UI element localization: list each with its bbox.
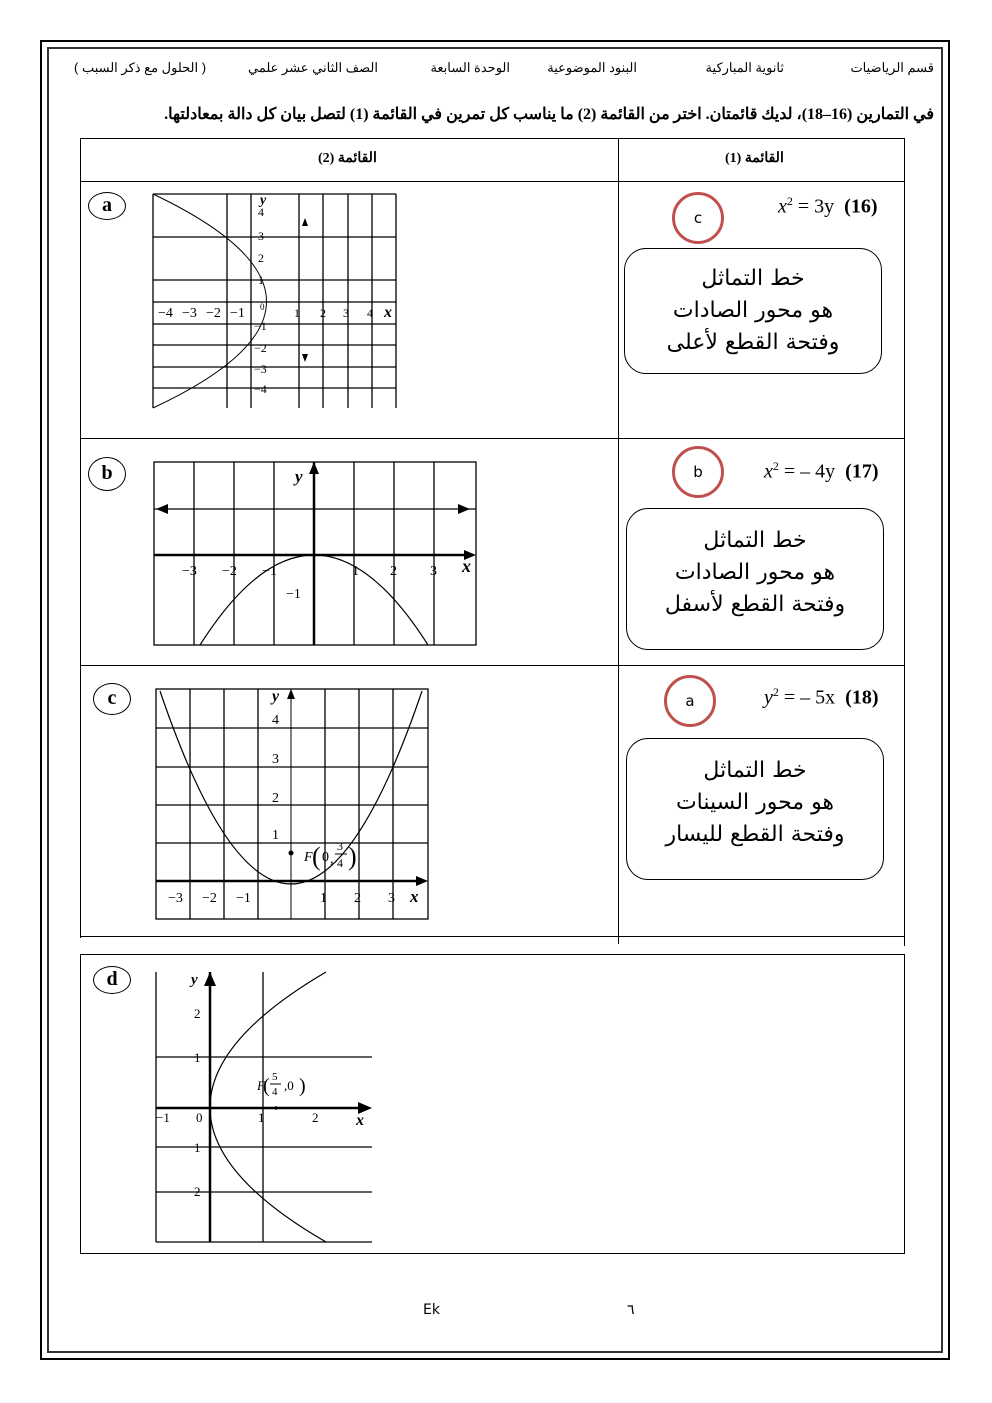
svg-text:): ) xyxy=(299,1075,306,1097)
svg-text:2: 2 xyxy=(194,1006,201,1021)
graph-a-parabola-left xyxy=(150,192,400,410)
svg-text:3: 3 xyxy=(343,306,349,320)
svg-text:(: ( xyxy=(312,842,321,871)
table-border-left xyxy=(80,954,81,1254)
svg-text:x: x xyxy=(462,556,471,576)
answer-circle-17: b xyxy=(672,446,724,498)
table-border-top xyxy=(80,138,905,139)
svg-text:x: x xyxy=(384,304,392,321)
page-number: ٦ xyxy=(627,1302,635,1318)
equation-17: $x^2$ = – 4y (17) xyxy=(764,459,879,483)
svg-text:4: 4 xyxy=(337,856,343,870)
graph-label-a: a xyxy=(88,192,126,220)
svg-text:2: 2 xyxy=(272,791,279,806)
svg-text:3: 3 xyxy=(258,229,264,243)
header-unit: الوحدة السابعة xyxy=(430,60,510,75)
svg-text:−2: −2 xyxy=(206,306,221,321)
svg-text:,: , xyxy=(330,852,334,867)
header-school: ثانوية المباركية xyxy=(705,60,784,75)
svg-text:3: 3 xyxy=(388,891,395,906)
svg-text:1: 1 xyxy=(294,306,300,320)
svg-text:2: 2 xyxy=(320,306,326,320)
svg-text:−2: −2 xyxy=(254,341,267,355)
answer-circle-16: c xyxy=(672,192,724,244)
svg-text:2: 2 xyxy=(354,891,361,906)
svg-text:−2: −2 xyxy=(202,891,217,906)
graph-label-c: c xyxy=(93,683,131,715)
svg-text:,0: ,0 xyxy=(284,1078,294,1093)
graph-c-parabola-up xyxy=(154,687,430,923)
svg-text:1: 1 xyxy=(272,828,279,843)
svg-text:F: F xyxy=(304,850,313,865)
svg-text:−1: −1 xyxy=(156,1110,170,1125)
svg-text:−1: −1 xyxy=(286,587,301,602)
svg-text:4: 4 xyxy=(367,306,373,320)
svg-text:1: 1 xyxy=(352,564,359,579)
svg-text:2: 2 xyxy=(390,564,397,579)
header-note: ( الحلول مع ذكر السبب ) xyxy=(74,60,207,75)
svg-text:−4: −4 xyxy=(158,306,173,321)
svg-text:F: F xyxy=(257,1078,265,1093)
table-row-divider xyxy=(80,181,905,182)
svg-text:y: y xyxy=(272,688,280,705)
svg-text:3: 3 xyxy=(337,839,343,853)
exercise-number-17: (17) xyxy=(845,460,879,483)
svg-text:2: 2 xyxy=(258,251,264,265)
svg-text:x: x xyxy=(356,1112,364,1129)
svg-text:0: 0 xyxy=(260,302,265,312)
table-row-divider xyxy=(80,936,905,937)
graph-label-d: d xyxy=(93,966,131,994)
instructions: في التمارين (16–18)، لديك قائمتان. اختر من القائمة (2) ما يناسب كل تمرين في القائمة (1) لتصل بيان كل دالة بمعادلتها. xyxy=(164,106,934,123)
header-items-type: البنود الموضوعية xyxy=(547,60,637,75)
table-border-bottom xyxy=(80,1253,905,1254)
svg-text:1: 1 xyxy=(320,891,327,906)
answer-circle-18: a xyxy=(664,675,716,727)
svg-text:x: x xyxy=(410,887,419,906)
svg-text:−3: −3 xyxy=(182,306,197,321)
svg-text:y: y xyxy=(295,467,303,486)
svg-text:2: 2 xyxy=(194,1184,201,1199)
table-border-right xyxy=(904,954,905,1254)
svg-text:4: 4 xyxy=(258,205,264,219)
svg-text:−3: −3 xyxy=(254,362,267,376)
svg-text:0: 0 xyxy=(196,1110,203,1125)
explanation-box-18: خط التماثل هو محور السينات وفتحة القطع لليسار xyxy=(626,738,884,880)
svg-text:5: 5 xyxy=(272,1071,278,1083)
svg-text:1: 1 xyxy=(194,1140,201,1155)
exercise-number-18: (18) xyxy=(845,686,879,709)
svg-text:−3: −3 xyxy=(168,891,183,906)
explanation-box-17: خط التماثل هو محور الصادات وفتحة القطع لأسفل xyxy=(626,508,884,650)
svg-text:y: y xyxy=(260,193,267,208)
svg-text:1: 1 xyxy=(258,1110,265,1125)
exercise-number-16: (16) xyxy=(844,195,878,218)
svg-text:0: 0 xyxy=(322,850,329,865)
equation-16: $x^2 = 3y$ (16) xyxy=(778,194,878,218)
svg-text:−2: −2 xyxy=(222,564,237,579)
svg-text:y: y xyxy=(191,972,198,988)
table-row-divider xyxy=(80,438,905,439)
svg-text:3: 3 xyxy=(272,752,279,767)
column-header-list1: القائمة (1) xyxy=(725,151,784,166)
svg-text:(: ( xyxy=(263,1075,270,1097)
header-grade: الصف الثاني عشر علمي xyxy=(248,60,378,75)
explanation-box-16: خط التماثل هو محور الصادات وفتحة القطع لأعلى xyxy=(624,248,882,374)
svg-text:−3: −3 xyxy=(182,564,197,579)
table-border-right xyxy=(904,138,905,946)
graph-b-parabola-down xyxy=(152,460,478,648)
svg-text:1: 1 xyxy=(194,1050,201,1065)
svg-text:−4: −4 xyxy=(254,382,267,396)
svg-text:4: 4 xyxy=(272,713,279,728)
table-row-divider xyxy=(80,954,905,955)
header-department: قسم الرياضيات xyxy=(850,60,934,75)
svg-text:1: 1 xyxy=(258,273,264,287)
table-column-divider xyxy=(618,138,619,944)
graph-d-parabola-right xyxy=(154,970,376,1244)
footer-author: Ek xyxy=(423,1302,440,1318)
table-row-divider xyxy=(80,665,905,666)
svg-text:2: 2 xyxy=(312,1110,319,1125)
svg-text:−1: −1 xyxy=(236,891,251,906)
graph-label-b: b xyxy=(88,457,126,491)
svg-text:4: 4 xyxy=(272,1086,278,1098)
column-header-list2: القائمة (2) xyxy=(318,151,377,166)
equation-18: $y^2$ = – 5x (18) xyxy=(764,685,879,709)
svg-text:3: 3 xyxy=(430,564,437,579)
table-border-left xyxy=(80,138,81,938)
svg-text:−1: −1 xyxy=(230,306,245,321)
svg-text:): ) xyxy=(348,842,357,871)
svg-text:−1: −1 xyxy=(254,319,267,333)
svg-text:−1: −1 xyxy=(262,564,277,579)
